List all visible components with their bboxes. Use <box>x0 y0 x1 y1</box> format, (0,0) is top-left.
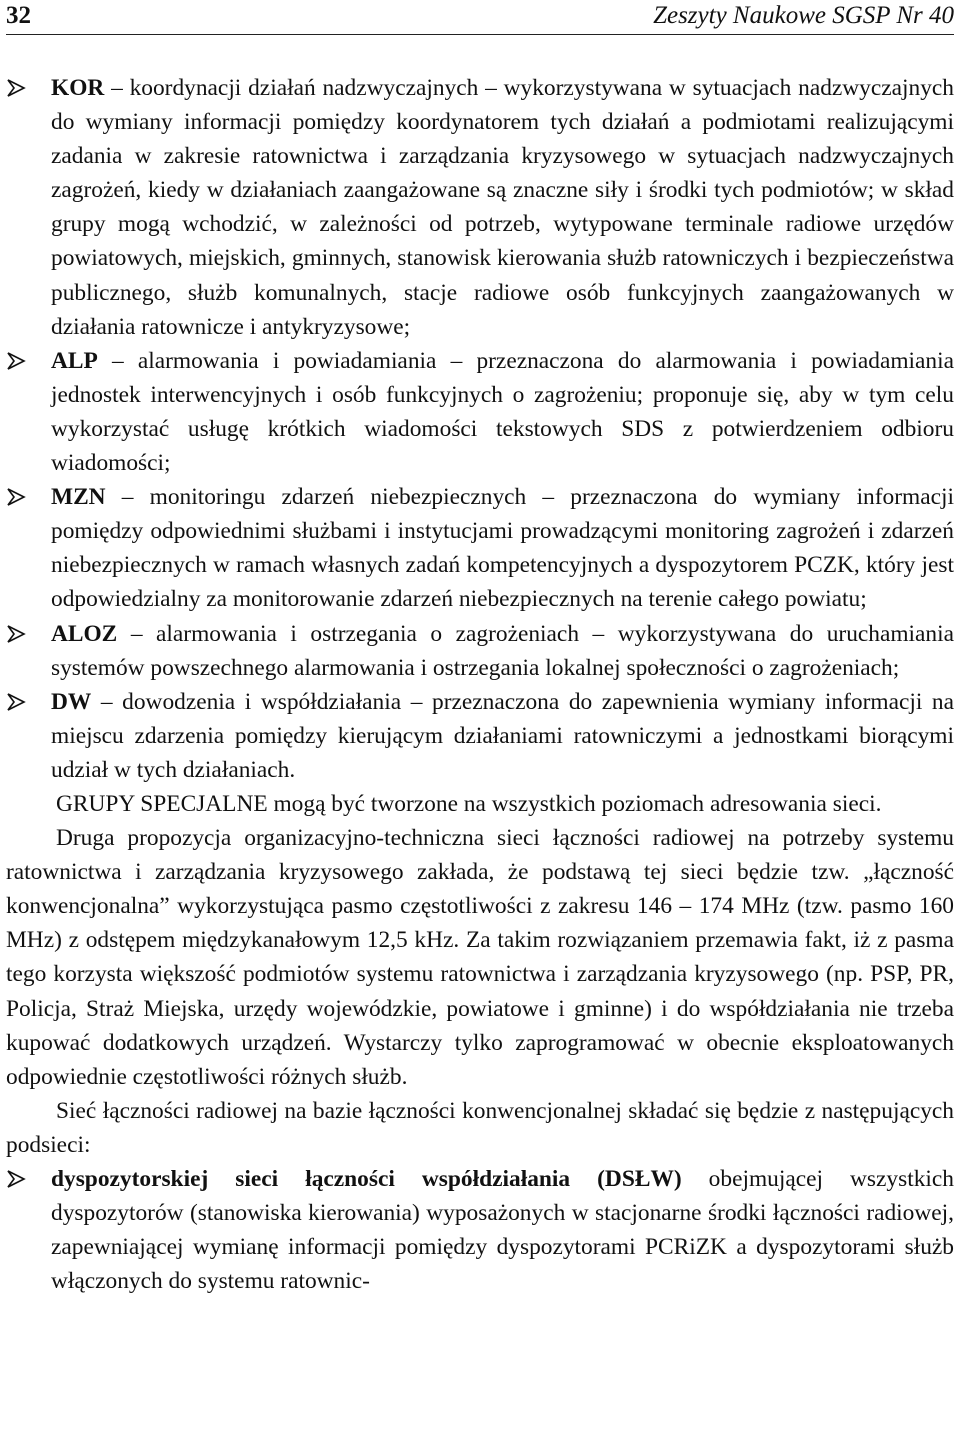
list-item <box>6 344 954 480</box>
item-text: – koordynacji działań nadzwyczajnych – wykorzystywana w sytuacjach nadzwyczajnych do wymiany informacji pomiędzy koordynatorem tych działań a podmiotami realizującymi zadania w zakresie ratownictwa i zarządzania kryzysowego w sytuacjach nadzwyczajnych zagrożeń, kiedy w działaniach zaangażowane są znaczne siły i środki tych podmiotów; w skład grupy mogą wchodzić, w zależności od potrzeb, wytypowane terminale radiowe urzędów powiatowych, miejskich, gminnych, stanowisk kierowania służb ratowniczych i bezpieczeństwa publicznego, służb komunalnych, stacje radiowe osób funkcyjnych zaangażowanych w działania ratownicze i antykryzysowe; <box>51 75 954 340</box>
list-item <box>6 617 954 685</box>
list-item <box>6 685 954 787</box>
item-text: – dowodzenia i współdziałania – przeznaczona do zapewnienia wymiany informacji na miejscu zdarzenia pomiędzy kierującym działaniami ratowniczymi a jednostkami biorącymi udział w tych działaniach. <box>51 688 954 783</box>
journal-title: Zeszyty Naukowe SGSP Nr 40 <box>653 2 954 29</box>
arrowhead-bullet-icon <box>6 487 26 507</box>
item-text: – alarmowania i powiadamiania – przeznaczona do alarmowania i powiadamiania jednostek interwencyjnych i osób funkcyjnych o zagrożeniu; proponuje się, aby w tym celu wykorzystać usługę krótkich wiadomości tekstowych SDS z potwierdzeniem odbioru wiadomości; <box>51 347 954 477</box>
header-rule <box>6 34 954 35</box>
paragraph-subnetworks-intro: Sieć łączności radiowej na bazie łączności konwencjonalnej składać się będzie z następujących podsieci: <box>6 1097 954 1158</box>
item-text: obejmującej wszystkich dyspozytorów (stanowiska kierowania) wyposażonych w stacjonarne środki łączności radiowej, zapewniającej wymianę informacji pomiędzy dyspozytorami PCRiZK a dyspozytorami służb włączonych do systemu ratownic- <box>51 1166 954 1295</box>
item-abbreviation: KOR <box>51 75 105 101</box>
document-page <box>6 0 954 1298</box>
list-item <box>6 1162 954 1298</box>
item-abbreviation: DW <box>51 688 92 715</box>
page-header <box>6 0 954 32</box>
body-text <box>6 71 954 1298</box>
item-abbreviation: ALP <box>51 347 98 374</box>
arrowhead-bullet-icon <box>6 351 26 371</box>
arrowhead-bullet-icon <box>6 624 26 644</box>
arrowhead-bullet-icon <box>6 1169 26 1189</box>
subnetwork-name: dyspozytorskiej sieci łączności współdziałania (DSŁW) <box>51 1166 682 1192</box>
item-abbreviation: MZN <box>51 484 106 511</box>
item-abbreviation: ALOZ <box>51 620 118 647</box>
list-item <box>6 480 954 616</box>
page-number: 32 <box>6 2 31 29</box>
item-text: – monitoringu zdarzeń niebezpiecznych – przeznaczona do wymiany informacji pomiędzy odpowiednimi służbami i instytucjami prowadzącymi monitoring zagrożeń i zdarzeń niebezpiecznych w ramach własnych zadań kompetencyjnych a dyspozytorem PCZK, który jest odpowiedzialny za monitorowanie zdarzeń niebezpiecznych na terenie całego powiatu; <box>51 484 954 613</box>
arrowhead-bullet-icon <box>6 692 26 712</box>
arrowhead-bullet-icon <box>6 78 26 98</box>
paragraph-special-groups: GRUPY SPECJALNE mogą być tworzone na wszystkich poziomach adresowania sieci. <box>56 790 882 817</box>
list-item <box>6 71 954 344</box>
item-text: – alarmowania i ostrzegania o zagrożeniach – wykorzystywana do uruchamiania systemów powszechnego alarmowania i ostrzegania lokalnej społeczności o zagrożeniach; <box>51 620 954 681</box>
paragraph-conventional-network: Druga propozycja organizacyjno-techniczna sieci łączności radiowej na potrzeby systemu ratownictwa i zarządzania kryzysowego zakłada, że podstawą tej sieci będzie tzw. „łączność konwencjonalna” wykorzystująca pasmo częstotliwości z zakresu 146 – 174 MHz (tzw. pasmo 160 MHz) z odstępem międzykanałowym 12,5 kHz. Za takim rozwiązaniem przemawia fakt, iż z pasma tego korzysta większość podmiotów systemu ratownictwa i zarządzania kryzysowego (np. PSP, PR, Policja, Straż Miejska, urzędy wojewódzkie, powiatowe i gminne) i do współdziałania nie trzeba kupować dodatkowych urządzeń. Wystarczy tylko zaprogramować w obecnie eksploatowanych odpowiednie częstotliwości różnych służb. <box>6 825 954 1090</box>
